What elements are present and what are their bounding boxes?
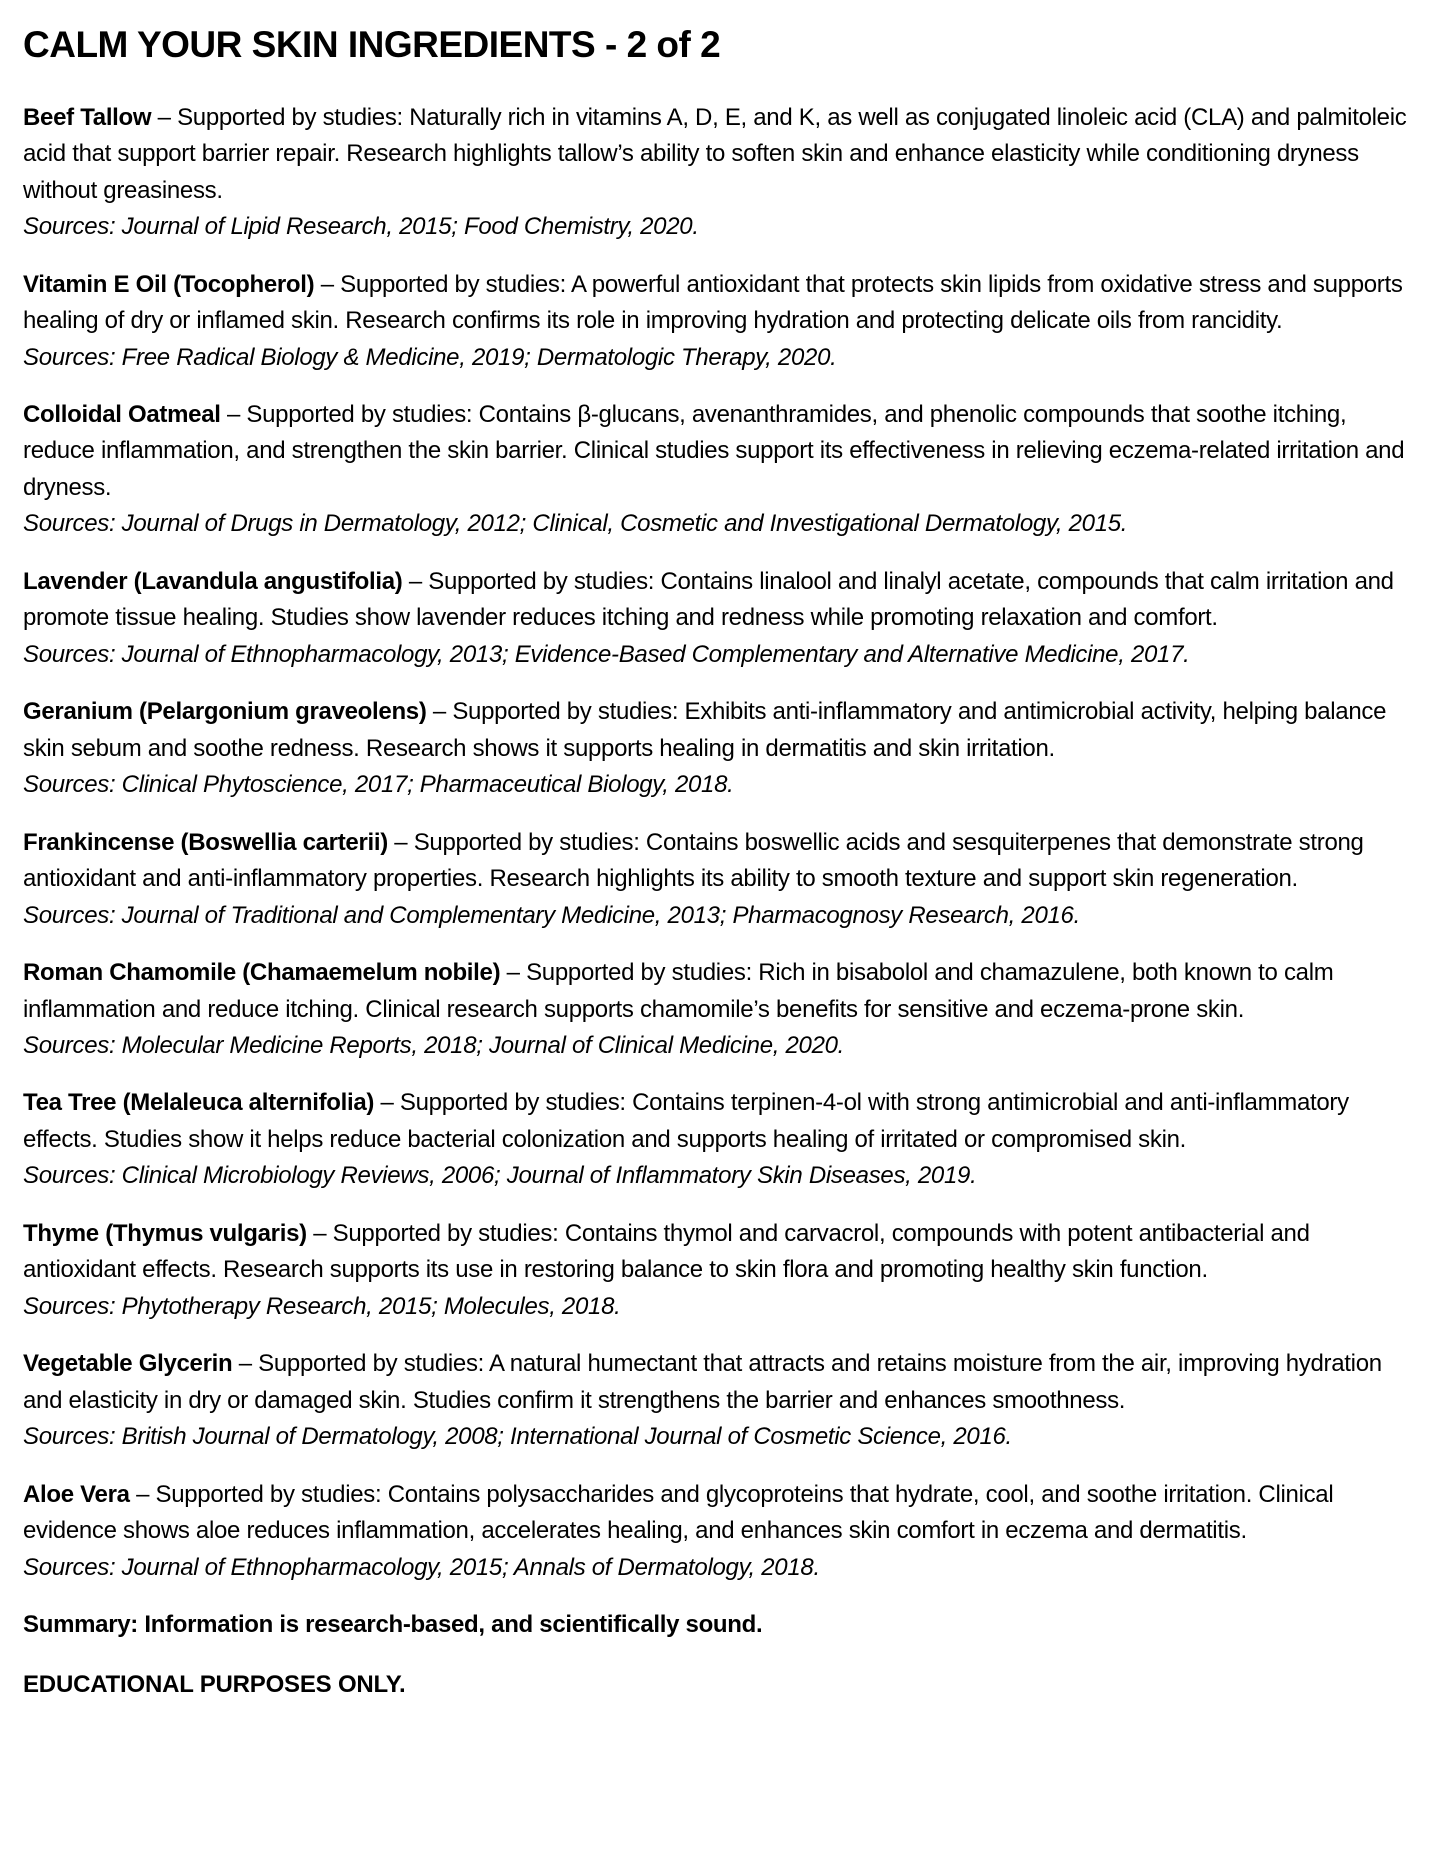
ingredient-description: – Supported by studies: A powerful antioxidant that protects skin lipids from oxidative stress and supports healing of dry or inflamed skin. Research confirms its role in improving hydration and protecting delicate oils from rancidity. — [23, 270, 1403, 335]
ingredient-section — [23, 267, 1423, 376]
summary-text: Summary: Information is research-based, and scientifically sound. — [23, 1611, 763, 1639]
page-title: CALM YOUR SKIN INGREDIENTS - 2 of 2 — [23, 24, 721, 65]
ingredient-sources: Sources: Journal of Ethnopharmacology, 2015; Annals of Dermatology, 2018. — [23, 1553, 820, 1581]
ingredient-paragraph — [23, 1085, 1423, 1158]
ingredient-section — [23, 694, 1423, 803]
ingredient-paragraph — [23, 955, 1423, 1028]
ingredient-section — [23, 825, 1423, 934]
ingredient-sources: Sources: British Journal of Dermatology, 2008; International Journal of Cosmetic Science, 2016. — [23, 1423, 1012, 1451]
ingredient-description: – Supported by studies: Exhibits anti-inflammatory and antimicrobial activity, helping balance skin sebum and soothe redness. Research shows it supports healing in dermatitis and skin irritation. — [23, 698, 1387, 762]
ingredient-name: Lavender (Lavandula angustifolia) — [23, 567, 403, 595]
ingredient-section — [23, 100, 1423, 246]
disclaimer-text: EDUCATIONAL PURPOSES ONLY. — [23, 1670, 406, 1698]
ingredient-description: – Supported by studies: Contains β-glucans, avenanthramides, and phenolic compounds that soothe itching, reduce inflammation, and strengthen the skin barrier. Clinical studies support its effectiveness in relieving eczema-related irritation and dryness. — [23, 400, 1405, 501]
ingredient-paragraph — [23, 267, 1423, 340]
ingredient-paragraph — [23, 1216, 1423, 1289]
ingredient-paragraph — [23, 825, 1423, 898]
ingredient-paragraph — [23, 694, 1423, 767]
ingredient-sources: Sources: Clinical Phytoscience, 2017; Pharmaceutical Biology, 2018. — [23, 771, 734, 799]
ingredient-name: Colloidal Oatmeal — [23, 400, 221, 428]
ingredient-description: – Supported by studies: A natural humectant that attracts and retains moisture from the air, improving hydration and elasticity in dry or damaged skin. Studies confirm it strengthens the barrier and enhances smoothness. — [23, 1350, 1382, 1414]
ingredient-sources: Sources: Journal of Ethnopharmacology, 2013; Evidence-Based Complementary and Alternative Medicine, 2017. — [23, 640, 1190, 668]
ingredient-paragraph — [23, 397, 1423, 506]
ingredient-paragraph — [23, 1346, 1423, 1419]
ingredient-name: Frankincense (Boswellia carterii) — [23, 828, 388, 856]
ingredient-section — [23, 1085, 1423, 1194]
ingredient-sources: Sources: Journal of Traditional and Complementary Medicine, 2013; Pharmacognosy Research, 2016. — [23, 901, 1080, 929]
ingredient-section — [23, 1477, 1423, 1586]
ingredient-name: Tea Tree (Melaleuca alternifolia) — [23, 1089, 375, 1117]
ingredient-sources: Sources: Journal of Lipid Research, 2015; Food Chemistry, 2020. — [23, 213, 699, 241]
ingredient-section — [23, 564, 1423, 673]
ingredient-name: Thyme (Thymus vulgaris) — [23, 1219, 307, 1247]
ingredient-description: – Supported by studies: Contains thymol and carvacrol, compounds with potent antibacterial and antioxidant effects. Research supports its use in restoring balance to skin flora and promoting healthy skin function. — [23, 1219, 1310, 1284]
ingredient-description: – Supported by studies: Contains boswellic acids and sesquiterpenes that demonstrate strong antioxidant and anti-inflammatory properties. Research highlights its ability to smooth texture and support skin regeneration. — [23, 828, 1364, 893]
ingredient-sources: Sources: Journal of Drugs in Dermatology, 2012; Clinical, Cosmetic and Investigational Dermatology, 2015. — [23, 510, 1128, 538]
ingredient-paragraph — [23, 564, 1423, 637]
ingredient-section — [23, 1346, 1423, 1455]
ingredient-name: Beef Tallow — [23, 103, 152, 131]
ingredient-name: Aloe Vera — [23, 1480, 130, 1508]
ingredient-description: – Supported by studies: Rich in bisabolol and chamazulene, both known to calm inflammation and reduce itching. Clinical research supports chamomile’s benefits for sensitive and eczema-prone skin. — [23, 959, 1334, 1023]
ingredient-paragraph — [23, 1477, 1423, 1550]
ingredient-sources: Sources: Clinical Microbiology Reviews, 2006; Journal of Inflammatory Skin Diseases, 2019. — [23, 1162, 977, 1190]
ingredient-section — [23, 1216, 1423, 1325]
ingredient-sources: Sources: Free Radical Biology & Medicine, 2019; Dermatologic Therapy, 2020. — [23, 343, 837, 371]
ingredient-description: – Supported by studies: Contains linalool and linalyl acetate, compounds that calm irritation and promote tissue healing. Studies show lavender reduces itching and redness while promoting relaxation and comfort. — [23, 567, 1394, 632]
ingredient-section — [23, 955, 1423, 1064]
ingredient-sources: Sources: Phytotherapy Research, 2015; Molecules, 2018. — [23, 1292, 621, 1320]
ingredient-name: Vegetable Glycerin — [23, 1350, 233, 1378]
ingredient-name: Vitamin E Oil (Tocopherol) — [23, 270, 315, 298]
ingredient-description: – Supported by studies: Contains terpinen-4-ol with strong antimicrobial and anti-inflammatory effects. Studies show it helps reduce bacterial colonization and supports healing of irritated or compromised skin. — [23, 1089, 1349, 1153]
ingredient-paragraph — [23, 100, 1423, 209]
ingredient-description: – Supported by studies: Contains polysaccharides and glycoproteins that hydrate, cool, and soothe irritation. Clinical evidence shows aloe reduces inflammation, accelerates healing, and enhances skin comfort in eczema and dermatitis. — [23, 1480, 1334, 1545]
ingredient-section — [23, 397, 1423, 543]
ingredient-sources: Sources: Molecular Medicine Reports, 2018; Journal of Clinical Medicine, 2020. — [23, 1032, 845, 1059]
ingredient-name: Geranium (Pelargonium graveolens) — [23, 698, 427, 726]
ingredient-description: – Supported by studies: Naturally rich in vitamins A, D, E, and K, as well as conjugated linoleic acid (CLA) and palmitoleic acid that support barrier repair. Research highlights tallow’s ability to soften skin and enhance elasticity while conditioning dryness without greasiness. — [23, 103, 1407, 204]
ingredient-name: Roman Chamomile (Chamaemelum nobile) — [23, 959, 501, 987]
